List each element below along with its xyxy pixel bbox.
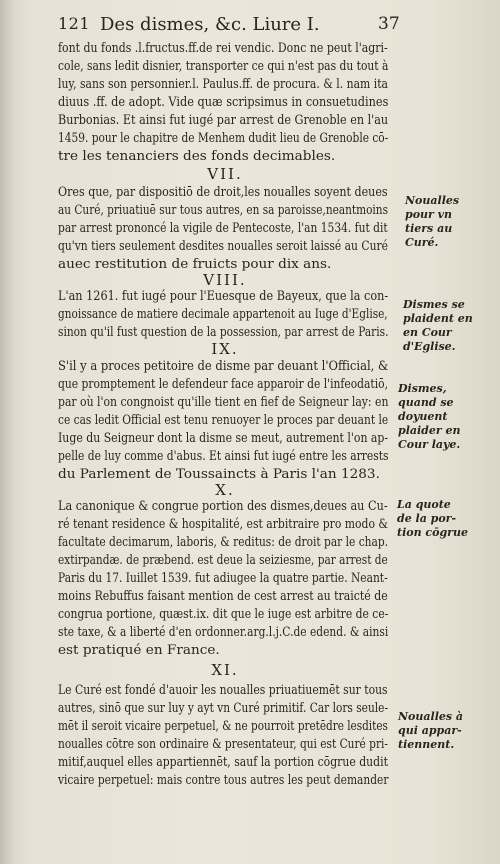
text-line: mēt il seroit vicaire perpetuel, & ne pourroit pretēdre lesdites <box>58 718 388 733</box>
margin-note-line: Curé. <box>405 236 439 249</box>
margin-note-line: Dismes, <box>398 382 447 395</box>
margin-note-line: en Cour <box>403 326 452 339</box>
text-line: autres, sinō que sur luy y ayt vn Curé primitif. Car lors seule- <box>58 700 389 715</box>
margin-note-line: tion cōgrue <box>397 526 468 539</box>
margin-note-line: doyuent <box>398 410 448 423</box>
section-heading: XI. <box>211 661 239 679</box>
text-line: congrua portione, quæst.ix. dit que le iuge est arbitre de ce- <box>58 606 389 621</box>
text-line: par arrest prononcé la vigile de Pentecoste, l'an 1534. fut dit <box>58 220 388 235</box>
text-line: facultate decimarum, laboris, & reditus: de droit par le chap. <box>58 534 389 549</box>
text-line: moins Rebuffus faisant mention de cest arrest au traicté de <box>58 588 388 603</box>
text-line: Ores que, par dispositiō de droit,les noualles soyent deues <box>58 184 388 199</box>
margin-note-line: plaident en <box>403 312 473 325</box>
margin-note-line: qui appar- <box>398 724 462 737</box>
text-line: font du fonds .l.fructus.ff.de rei vendic. Donc ne peut l'agri- <box>58 40 388 55</box>
margin-note-line: d'Eglise. <box>403 340 456 353</box>
text-line: La canonique & congrue portion des dismes,deues au Cu- <box>58 498 388 513</box>
margin-note-line: tiers au <box>405 222 453 235</box>
text-line: vicaire perpetuel: mais contre tous autres les peut demander <box>58 772 389 787</box>
margin-note-line: plaider en <box>398 424 461 437</box>
margin-note-line: La quote <box>397 498 451 511</box>
text-line: ste taxe, & a liberté d'en ordonner.arg.l.j.C.de edend. & ainsi <box>58 624 389 639</box>
page-number: 37 <box>378 14 400 34</box>
text-line: gnoissance de matiere decimale appartenoit au Iuge d'Eglise, <box>58 306 388 321</box>
folio-number: 121 <box>58 14 91 33</box>
margin-note <box>398 382 461 452</box>
text-line: noualles cōtre son ordinaire & presentateur, qui est Curé pri- <box>58 736 388 751</box>
text-line: Le Curé est fondé d'auoir les noualles priuatiuemēt sur tous <box>58 682 388 697</box>
text-line: mitif,auquel elles appartiennēt, sauf la portion cōgrue dudit <box>58 754 388 769</box>
section-heading: VIII. <box>203 271 247 289</box>
text-line: S'il y a proces petitoire de disme par deuant l'Official, & <box>58 358 389 373</box>
margin-note-line: quand se <box>398 396 454 409</box>
text-line: Burbonias. Et ainsi fut iugé par arrest de Grenoble en l'au <box>58 112 389 127</box>
text-line: diuus .ff. de adopt. Vide quæ scripsimus in consuetudines <box>58 94 389 109</box>
text-line: pelle de luy comme d'abus. Et ainsi fut iugé entre les arrests <box>58 448 389 463</box>
text-line: par où l'on congnoist qu'ille tient en fief de Seigneur lay: en <box>58 394 389 409</box>
running-title: Des dismes, &c. Liure I. <box>100 14 320 35</box>
text-line: L'an 1261. fut iugé pour l'Euesque de Bayeux, que la con- <box>58 288 389 303</box>
margin-note-line: Noualles <box>405 194 460 207</box>
section-heading: X. <box>215 481 235 499</box>
text-line: Iuge du Seigneur dont la disme se meut, autrement l'on ap- <box>58 430 389 445</box>
margin-note <box>398 710 463 752</box>
text-line: auec restitution de fruicts pour dix ans. <box>58 256 332 271</box>
text-line: luy, sans son personnier.l. Paulus.ff. de procura. & l. nam ita <box>58 76 389 91</box>
margin-note-line: Cour laye. <box>398 438 461 451</box>
text-line: est pratiqué en France. <box>58 642 220 657</box>
margin-note-line: Dismes se <box>403 298 465 311</box>
text-line: cole, sans ledit disnier, transporter ce qui n'est pas du tout à <box>58 58 389 73</box>
section-heading: IX. <box>211 340 239 358</box>
margin-note <box>403 298 473 354</box>
section-heading: VII. <box>207 165 243 183</box>
margin-note <box>397 498 468 540</box>
text-line: extirpandæ. de præbend. est deue la seiziesme, par arrest de <box>58 552 388 567</box>
text-line: qu'vn tiers seulement desdites noualles seroit laissé au Curé <box>58 238 388 253</box>
margin-note <box>405 194 459 250</box>
text-line: 1459. pour le chapitre de Menhem dudit lieu de Grenoble cō- <box>58 130 389 145</box>
text-line: du Parlement de Toussaincts à Paris l'an 1283. <box>58 466 380 481</box>
text-line: au Curé, priuatiuē sur tous autres, en sa paroisse,neantmoins <box>58 202 388 217</box>
text-line: sinon qu'il fust question de la possession, par arrest de Paris. <box>58 324 389 339</box>
text-line: ce cas ledit Official est tenu renuoyer le proces par deuant le <box>58 412 389 427</box>
text-line: tre les tenanciers des fonds decimables. <box>58 148 336 163</box>
margin-note-line: pour vn <box>405 208 453 221</box>
text-line: que promptement le defendeur face apparoir de l'infeodatiō, <box>58 376 389 391</box>
margin-note-line: de la por- <box>397 512 457 525</box>
text-line: Paris du 17. Iuillet 1539. fut adiugee la quatre partie. Neant- <box>58 570 388 585</box>
margin-note-line: Noualles à <box>398 710 464 723</box>
margin-note-line: tiennent. <box>398 738 455 751</box>
text-line: ré tenant residence & hospitalité, est arbitraire pro modo & <box>58 516 389 531</box>
